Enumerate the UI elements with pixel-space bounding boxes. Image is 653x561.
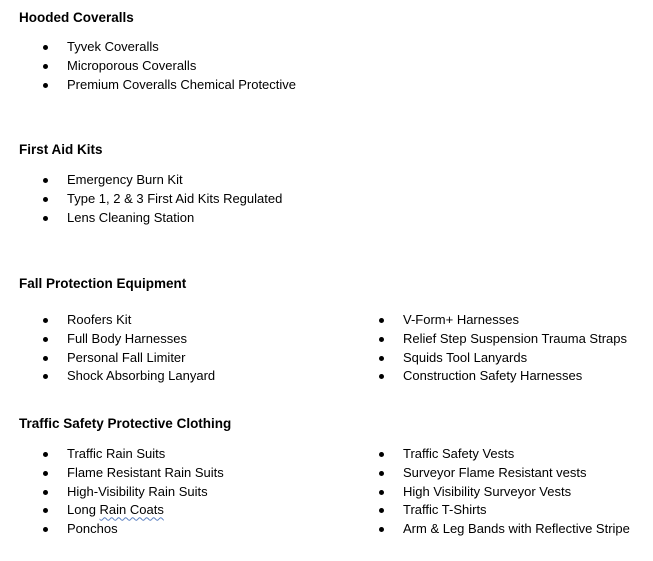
section-title-first-aid-kits: First Aid Kits: [19, 142, 103, 157]
first-aid-kits-list: [43, 171, 282, 227]
list-item: Full Body Harnesses: [43, 330, 215, 349]
list-item: Type 1, 2 & 3 First Aid Kits Regulated: [43, 190, 282, 209]
list-item: Traffic T-Shirts: [379, 501, 630, 520]
list-item: Ponchos: [43, 520, 224, 539]
list-item: Relief Step Suspension Trauma Straps: [379, 330, 627, 349]
list-item: Surveyor Flame Resistant vests: [379, 464, 630, 483]
list-item: Premium Coveralls Chemical Protective: [43, 76, 296, 95]
list-item: Traffic Rain Suits: [43, 445, 224, 464]
list-item: Personal Fall Limiter: [43, 349, 215, 368]
section-title-hooded-coveralls: Hooded Coveralls: [19, 10, 134, 25]
spellcheck-underlined-text: Rain Coats: [99, 502, 164, 518]
list-item: V-Form+ Harnesses: [379, 311, 627, 330]
list-item: Traffic Safety Vests: [379, 445, 630, 464]
list-item: High Visibility Surveyor Vests: [379, 483, 630, 502]
section-title-traffic-safety: Traffic Safety Protective Clothing: [19, 416, 232, 431]
list-item: Tyvek Coveralls: [43, 38, 296, 57]
list-item: Shock Absorbing Lanyard: [43, 367, 215, 386]
list-item: Squids Tool Lanyards: [379, 349, 627, 368]
list-item: Flame Resistant Rain Suits: [43, 464, 224, 483]
list-item: Arm & Leg Bands with Reflective Stripe: [379, 520, 630, 539]
list-item-text: Long: [67, 502, 100, 518]
fall-protection-list-left: [43, 311, 215, 386]
hooded-coveralls-list: [43, 38, 296, 94]
list-item: Lens Cleaning Station: [43, 209, 282, 228]
list-item: Microporous Coveralls: [43, 57, 296, 76]
section-title-fall-protection: Fall Protection Equipment: [19, 276, 187, 291]
fall-protection-list-right: [379, 311, 627, 386]
traffic-safety-list-left: [43, 445, 224, 539]
list-item: [43, 501, 224, 520]
list-item: Roofers Kit: [43, 311, 215, 330]
list-item: Emergency Burn Kit: [43, 171, 282, 190]
list-item: High-Visibility Rain Suits: [43, 483, 224, 502]
list-item: Construction Safety Harnesses: [379, 367, 627, 386]
traffic-safety-list-right: [379, 445, 630, 539]
